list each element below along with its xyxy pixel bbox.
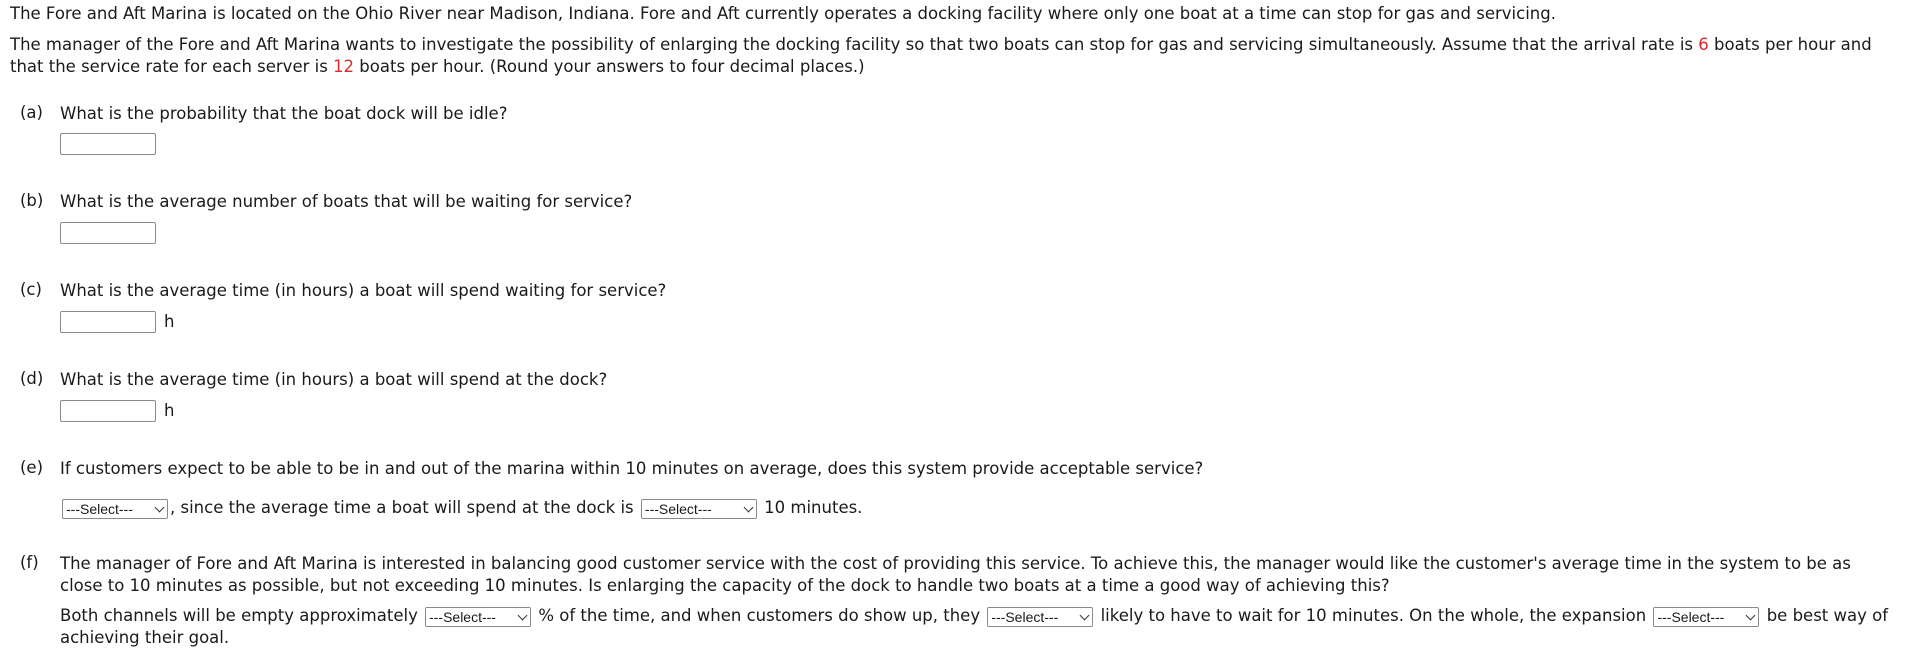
e-acceptable-select[interactable] <box>62 499 168 519</box>
question-e-answer-line <box>60 497 1896 519</box>
f-text-2: % of the time, and when customers do show up, they <box>538 606 981 625</box>
e-comparison-select[interactable] <box>641 499 757 519</box>
chevron-down-icon <box>1746 610 1756 620</box>
intro-text-a: The manager of the Fore and Aft Marina wants to investigate the possibility of enlarging the docking facility so that two boats can stop for gas and servicing simultaneously. Assume that the arrival rate is <box>10 35 1699 54</box>
question-f-label: (f) <box>20 553 39 572</box>
f-empty-percent-select-value: ---Select--- <box>429 608 496 625</box>
arrival-rate-value: 6 <box>1698 35 1709 54</box>
f-text-3: likely to have to wait for 10 minutes. On the whole, the expansion <box>1100 606 1647 625</box>
answer-c-input[interactable] <box>60 311 156 333</box>
chevron-down-icon <box>518 610 528 620</box>
service-rate-value: 12 <box>333 57 355 76</box>
question-a-text: What is the probability that the boat dock will be idle? <box>60 104 508 123</box>
e-end-text: 10 minutes. <box>764 498 863 517</box>
question-d-label: (d) <box>20 369 44 388</box>
answer-a-input[interactable] <box>60 133 156 155</box>
e-acceptable-select-value: ---Select--- <box>66 500 133 517</box>
answer-d-unit: h <box>164 401 175 420</box>
question-b-label: (b) <box>20 191 44 210</box>
question-b-text: What is the average number of boats that will be waiting for service? <box>60 192 633 211</box>
answer-d-input[interactable] <box>60 400 156 422</box>
answer-c-unit: h <box>164 312 175 331</box>
intro-text-c: boats per hour. (Round your answers to four decimal places.) <box>354 57 865 76</box>
f-wait-likelihood-select-value: ---Select--- <box>991 608 1059 625</box>
f-text-1: Both channels will be empty approximately <box>60 606 418 625</box>
answer-b-input[interactable] <box>60 222 156 244</box>
chevron-down-icon <box>743 502 753 512</box>
f-expansion-select[interactable] <box>1653 607 1759 627</box>
question-c-label: (c) <box>20 280 42 299</box>
f-wait-likelihood-select[interactable] <box>987 607 1093 627</box>
question-a-label: (a) <box>20 103 43 122</box>
e-mid-text: , since the average time a boat will spend at the dock is <box>170 498 634 517</box>
question-d-text: What is the average time (in hours) a boat will spend at the dock? <box>60 370 608 389</box>
question-c-text: What is the average time (in hours) a boat will spend waiting for service? <box>60 281 667 300</box>
f-empty-percent-select[interactable] <box>425 607 531 627</box>
e-comparison-select-value: ---Select--- <box>644 500 712 517</box>
intro-paragraph-1: The Fore and Aft Marina is located on the Ohio River near Madison, Indiana. Fore and Aft currently operates a docking facility where only one boat at a time can stop for gas and servicing. <box>10 4 1556 23</box>
f-text-4: be best way of achieving their goal. <box>60 606 1889 647</box>
chevron-down-icon <box>1080 610 1090 620</box>
f-expansion-select-value: ---Select--- <box>1657 608 1725 625</box>
chevron-down-icon <box>155 502 165 512</box>
question-e-text: If customers expect to be able to be in and out of the marina within 10 minutes on average, does this system provide acceptable service? <box>60 459 1204 478</box>
question-f-text: The manager of Fore and Aft Marina is interested in balancing good customer service with the cost of providing this service. To achieve this, the manager would like the customer's average time in the system to be as close to 10 minutes as possible, but not exceeding 10 minutes. Is enlarging the capacity of the dock to handle two boats at a time a good way of achieving this? <box>60 554 1851 595</box>
question-e-label: (e) <box>20 458 44 477</box>
intro-paragraph-2 <box>10 34 1896 78</box>
intro-text-b: boats per hour and that the service rate for each server is <box>10 35 1872 76</box>
question-f-answer-line <box>60 605 1896 649</box>
